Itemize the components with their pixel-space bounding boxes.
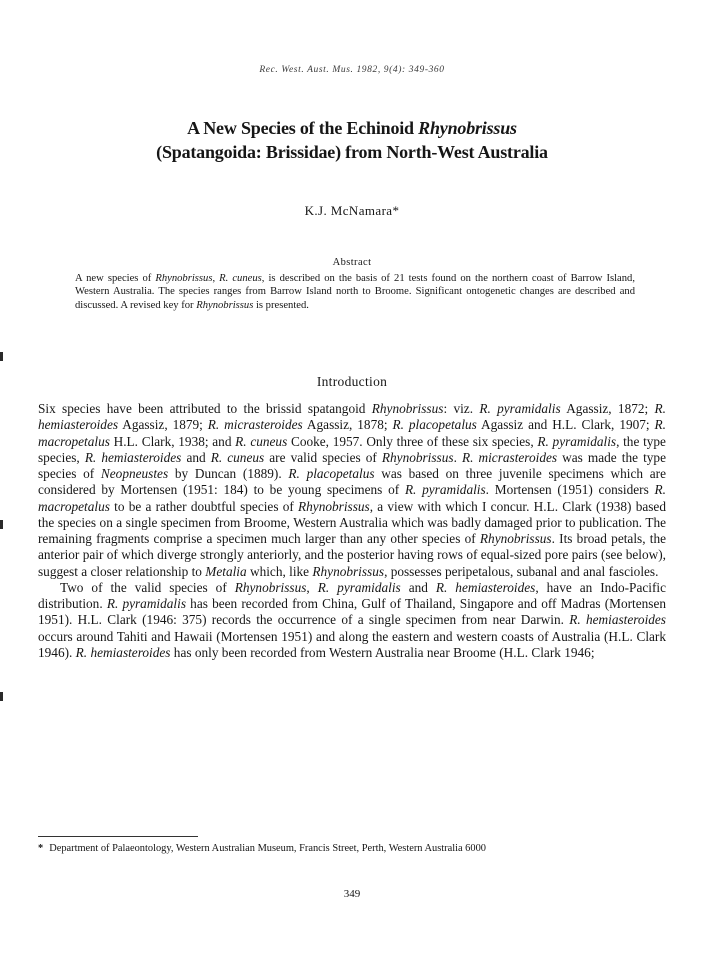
scan-artifact [0, 352, 3, 361]
text-run: . [453, 449, 462, 465]
footnote-text: Department of Palaeontology, Western Australian Museum, Francis Street, Perth, Western Australia 6000 [49, 843, 486, 854]
text-run: to be a rather doubtful species of [109, 498, 299, 514]
italic-text-run: Rhynobrissus [234, 579, 307, 595]
text-run: , [306, 579, 318, 595]
italic-text-run: R. micrasteroides [461, 449, 558, 465]
text-run: by Duncan (1889). [168, 466, 289, 481]
text-run: Agassiz, 1872; [560, 401, 655, 416]
italic-text-run: R. placopetalus [288, 466, 375, 481]
italic-text-run: Rhynobrissus [155, 273, 213, 284]
italic-text-run: R. macropetalus [38, 482, 666, 514]
author-line: K.J. McNamara* [304, 203, 400, 218]
italic-text-run: R. pyramidalis [317, 579, 401, 595]
text-run: , a view with which I concur. H.L. Clark (1938) based the species on a single specimen from Broome, Western Australia which was badly damaged prior to publication. The remaining fragments comprise a specimen much larger than any other species of [38, 498, 666, 546]
paragraph-2 [38, 580, 666, 661]
italic-text-run: Rhynobrissus [312, 563, 385, 579]
title-genus: Rhynobrissus [418, 118, 517, 138]
text-run: and [181, 449, 211, 465]
italic-text-run: R. cuneus [210, 449, 265, 465]
text-run: Agassiz, 1879; [118, 417, 208, 433]
text-run: : viz. [443, 401, 480, 416]
footnote [38, 842, 666, 855]
page-number: 349 [343, 888, 361, 900]
italic-text-run: R. pyramidalis [537, 433, 617, 449]
abstract-heading: Abstract [332, 257, 372, 268]
italic-text-run: R. hemiasteroides [75, 644, 171, 660]
abstract-body [75, 272, 635, 312]
text-run: , have an Indo-Pacific distribution. [38, 579, 666, 611]
text-run: was based on three juvenile specimens which are considered by Mortensen (1951: 184) to be young specimens of [38, 466, 666, 498]
text-run: Two of the valid species of [60, 579, 235, 595]
italic-text-run: R. hemiasteroides [435, 579, 536, 595]
italic-text-run: R. cuneus [219, 273, 262, 284]
title-part-2: (Spatangoida: Brissidae) from North-West Australia [156, 142, 548, 162]
italic-text-run: Rhynobrissus [298, 498, 370, 514]
footnote-mark: * [38, 843, 44, 854]
italic-text-run: R. hemiasteroides [569, 612, 666, 628]
text-run: , [212, 273, 220, 284]
title-part-1: A New Species of the Echinoid [187, 118, 419, 138]
text-run: and [400, 579, 436, 595]
italic-text-run: R. hemiasteroides [38, 401, 666, 433]
italic-text-run: R. pyramidalis [404, 482, 486, 498]
text-run: which, like [246, 563, 313, 579]
italic-text-run: R. pyramidalis [106, 596, 186, 611]
text-run: , the type species, [38, 433, 666, 465]
text-run: has been recorded from China, Gulf of Thailand, Singapore and off Madras (Mortensen 1951). H.L. Clark (1946: 375) records the occurrence of a single specimen from near Darwin. [38, 596, 666, 628]
italic-text-run: R. macropetalus [38, 417, 666, 449]
italic-text-run: R. cuneus [235, 433, 288, 449]
text-run: Agassiz, 1878; [302, 417, 393, 433]
text-run: , possesses peripetalous, subanal and anal fascioles. [384, 563, 659, 579]
text-run: Six species have been attributed to the brissid spatangoid [38, 401, 372, 416]
text-run: occurs around Tahiti and Hawaii (Mortensen 1951) and along the eastern and western coasts of Australia (H.L. Clark 1946). [38, 628, 666, 660]
italic-text-run: Neopneustes [100, 466, 169, 481]
italic-text-run: Rhynobrissus [479, 531, 552, 546]
text-run: are valid species of [264, 449, 382, 465]
text-run: , is described on the basis of 21 tests found on the northern coast of Barrow Island, Western Australia. The species ranges from Barrow Island north to Broome. Significant ontogenetic changes are described and discussed. A revised key for [75, 273, 635, 311]
text-run: H.L. Clark, 1938; and [109, 433, 236, 449]
italic-text-run: Rhynobrissus [371, 401, 444, 416]
paper-title [60, 116, 644, 164]
text-run: Agassiz and H.L. Clark, 1907; [476, 417, 655, 433]
running-head: Rec. West. Aust. Mus. 1982, 9(4): 349-360 [259, 65, 445, 75]
italic-text-run: R. pyramidalis [479, 401, 561, 416]
text-run: . Its broad petals, the anterior pair of which diverge strongly anteriorly, and the posterior having rows of equal-sized pore pairs (see below), suggest a closer relationship to [38, 531, 667, 579]
scan-artifact [0, 520, 3, 529]
section-heading-introduction: Introduction [316, 374, 388, 389]
text-run: was made the type species of [38, 449, 666, 481]
scan-artifact [0, 692, 3, 701]
italic-text-run: R. hemiasteroides [84, 449, 182, 465]
paragraph-1 [38, 401, 666, 580]
italic-text-run: Rhynobrissus [196, 299, 254, 311]
text-run: . Mortensen (1951) considers [485, 482, 655, 498]
text-run: Cooke, 1957. Only three of these six species, [287, 433, 538, 449]
text-run: A new species of [75, 273, 156, 284]
footnote-divider [38, 836, 198, 837]
italic-text-run: R. micrasteroides [207, 417, 303, 433]
italic-text-run: Metalia [205, 563, 247, 579]
italic-text-run: Rhynobrissus [381, 449, 454, 465]
text-run: has only been recorded from Western Australia near Broome (H.L. Clark 1946; [170, 644, 595, 660]
text-run: is presented. [253, 299, 309, 311]
italic-text-run: R. placopetalus [392, 417, 477, 433]
introduction-text [38, 401, 666, 661]
